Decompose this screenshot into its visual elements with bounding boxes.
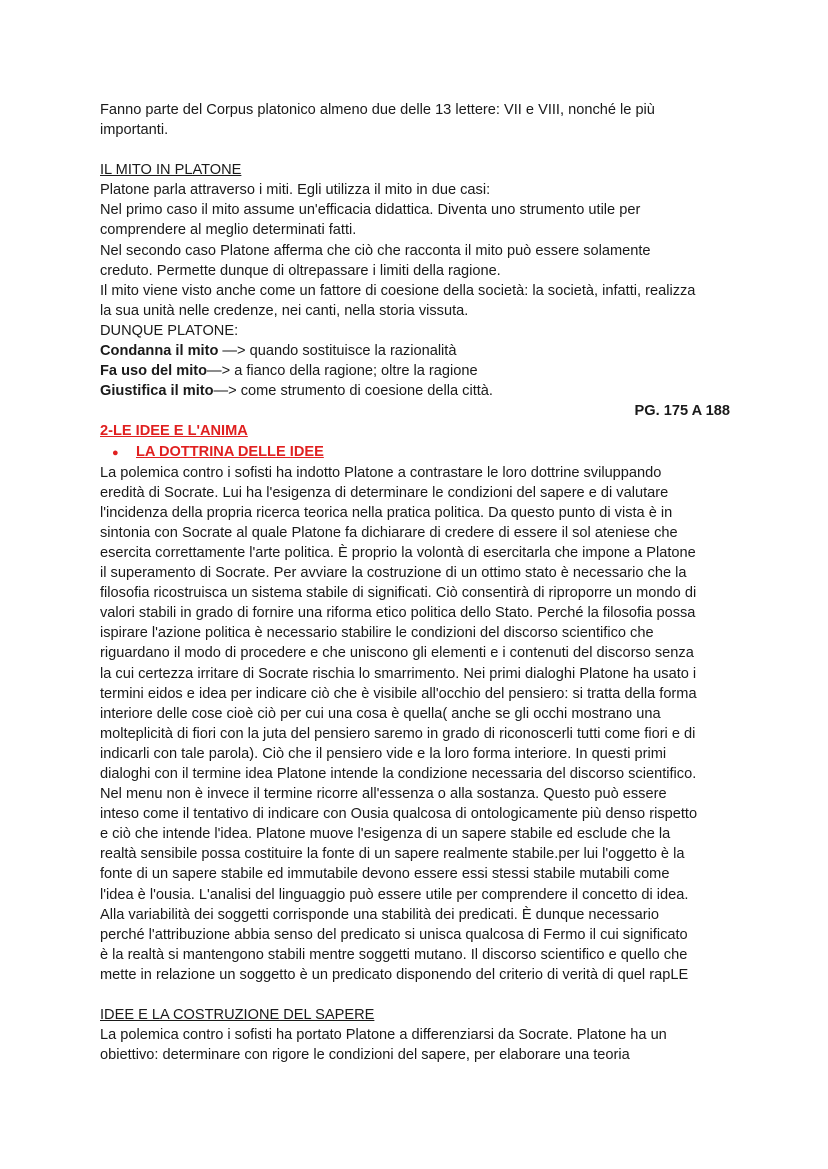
text-line: dialoghi con il termine idea Platone intende la condizione necessaria del discorso scientifico. xyxy=(100,766,697,782)
text-line: il superamento di Socrate. Per avviare la costruzione di un ottimo stato è necessario che la xyxy=(100,565,687,582)
text-line: Nel secondo caso Platone afferma che ciò che racconta il mito può essere solamente xyxy=(100,242,651,259)
intro-line: importanti. xyxy=(100,122,169,139)
text-line: molteplicità di fiori con la juta del pensiero saremo in grado di riconoscerli tutti come fiori e di xyxy=(100,725,696,742)
section-heading-sapere: IDEE E LA COSTRUZIONE DEL SAPERE xyxy=(100,1007,375,1024)
text-line: La polemica contro i sofisti ha portato Platone a differenziarsi da Socrate. Platone ha un xyxy=(100,1027,667,1044)
text-line: eredità di Socrate. Lui ha l'esigenza di determinare le condizioni del sapere e di valutare xyxy=(100,484,669,501)
list-item-desc: —> a fianco della ragione; oltre la ragione xyxy=(207,363,478,380)
text-line: perché l'attribuzione abbia senso del predicato si unisca qualcosa di Fermo il cui significato xyxy=(100,926,688,943)
sapere-paragraph xyxy=(100,1025,730,1065)
bullet-icon: ● xyxy=(112,446,119,459)
list-item xyxy=(100,341,730,361)
text-line: filosofia ricostruisca un sistema stabile di significati. Ciò consentirà di riproporre un mondo di xyxy=(100,585,697,602)
text-line: e ciò che intende l'idea. Platone muove l'esigenza di un sapere stabile ed esclude che la xyxy=(100,826,671,843)
mito-paragraph xyxy=(100,180,730,341)
text-line: Il mito viene visto anche come un fattore di coesione della società: la società, infatti, realizza xyxy=(100,282,696,299)
text-line: sintonia con Socrate al quale Platone fa dichiarare di credere di essere il sol ateniese che xyxy=(100,524,678,541)
section-heading-idee: 2-LE IDEE E L'ANIMA xyxy=(100,423,248,440)
subheading-dottrina: LA DOTTRINA DELLE IDEE xyxy=(136,443,324,460)
text-line: obiettivo: determinare con rigore le condizioni del sapere, per elaborare una teoria xyxy=(100,1047,630,1064)
list-item-term: Fa uso del mito xyxy=(100,363,208,380)
text-line: creduto. Permette dunque di oltrepassare i limiti della ragione. xyxy=(100,262,501,279)
intro-line: Fanno parte del Corpus platonico almeno due delle 13 lettere: VII e VIII, nonché le più xyxy=(100,102,655,118)
text-line: l'incidenza della propria ricerca teorica nella pratica politica. Da questo punto di vista è in xyxy=(100,504,673,521)
document-page xyxy=(100,100,730,1065)
text-line: La polemica contro i sofisti ha indotto Platone a contrastare le loro dottrine sviluppando xyxy=(100,464,662,481)
text-line: fonte di un sapere stabile ed immutabile devono essere essi stessi stabile mutabili come xyxy=(100,866,670,883)
bullet-item xyxy=(100,442,730,463)
text-line: indicarli con tale parola). Ciò che il pensiero vide e la loro forma interiore. In questi primi xyxy=(100,745,667,762)
list-item-desc: —> come strumento di coesione della città. xyxy=(213,383,493,400)
text-line: mette in relazione un soggetto è un predicato disponendo del criterio di verità di quel rapLE xyxy=(100,966,689,983)
list-item-term: Giustifica il mito xyxy=(100,383,214,400)
list-item-term: Condanna il mito xyxy=(100,343,219,360)
text-line: realtà sensibile possa costituire la fonte di un sapere realmente stabile.per lui l'oggetto è la xyxy=(100,846,685,863)
list-item-desc: —> quando sostituisce la razionalità xyxy=(218,343,457,360)
text-line: Nel menu non è invece il termine ricorre all'essenza o alla sostanza. Questo può essere xyxy=(100,786,667,803)
text-line: valori stabili in grado di fornire una riforma etico politica dello Stato. Perché la filosofia possa xyxy=(100,605,696,622)
text-line: Alla variabilità dei soggetti corrisponde una stabilità dei predicati. È dunque necessario xyxy=(100,906,659,923)
text-line: interiore delle cose cioè ciò per cui una cosa è quella( anche se gli occhi mostrano una xyxy=(100,705,661,722)
text-line: Nel primo caso il mito assume un'efficacia didattica. Diventa uno strumento utile per xyxy=(100,202,641,219)
text-line: termini eidos e idea per indicare ciò che è visibile all'occhio del pensiero: si tratta della forma xyxy=(100,685,697,702)
text-line: l'idea è l'ousia. L'analisi del linguaggio può essere utile per comprendere il concetto di idea. xyxy=(100,886,689,903)
text-line: la cui certezza irritare di Socrate rischia lo smarrimento. Nei primi dialoghi Platone ha usato i xyxy=(100,665,697,682)
idee-paragraph xyxy=(100,463,730,985)
text-line: comprendere al meglio determinati fatti. xyxy=(100,222,357,239)
text-line: inteso come il tentativo di indicare con Ousia qualcosa di ontologicamente più denso rispetto xyxy=(100,806,698,823)
text-line: è la realtà si mantengono stabili mentre soggetti mutano. Il discorso scientifico e quello che xyxy=(100,946,688,963)
text-line: riguardano il modo di procedere e che uniscono gli elementi e i contenuti del discorso senza xyxy=(100,645,694,662)
list-item xyxy=(100,361,730,381)
text-line: esercita correttamente l'arte politica. È proprio la volontà di esercitarla che impone a Platone xyxy=(100,544,696,561)
mito-list xyxy=(100,341,730,401)
section-heading-mito: IL MITO IN PLATONE xyxy=(100,162,242,179)
text-line: Platone parla attraverso i miti. Egli utilizza il mito in due casi: xyxy=(100,182,491,199)
text-line: ispirare l'azione politica è necessario stabilire le condizioni del discorso scientifico che xyxy=(100,625,654,642)
page-reference: PG. 175 A 188 xyxy=(634,403,730,420)
list-item xyxy=(100,381,730,401)
text-line: la sua unità nelle credenze, nei canti, nella storia vissuta. xyxy=(100,302,469,319)
text-line: DUNQUE PLATONE: xyxy=(100,322,239,339)
